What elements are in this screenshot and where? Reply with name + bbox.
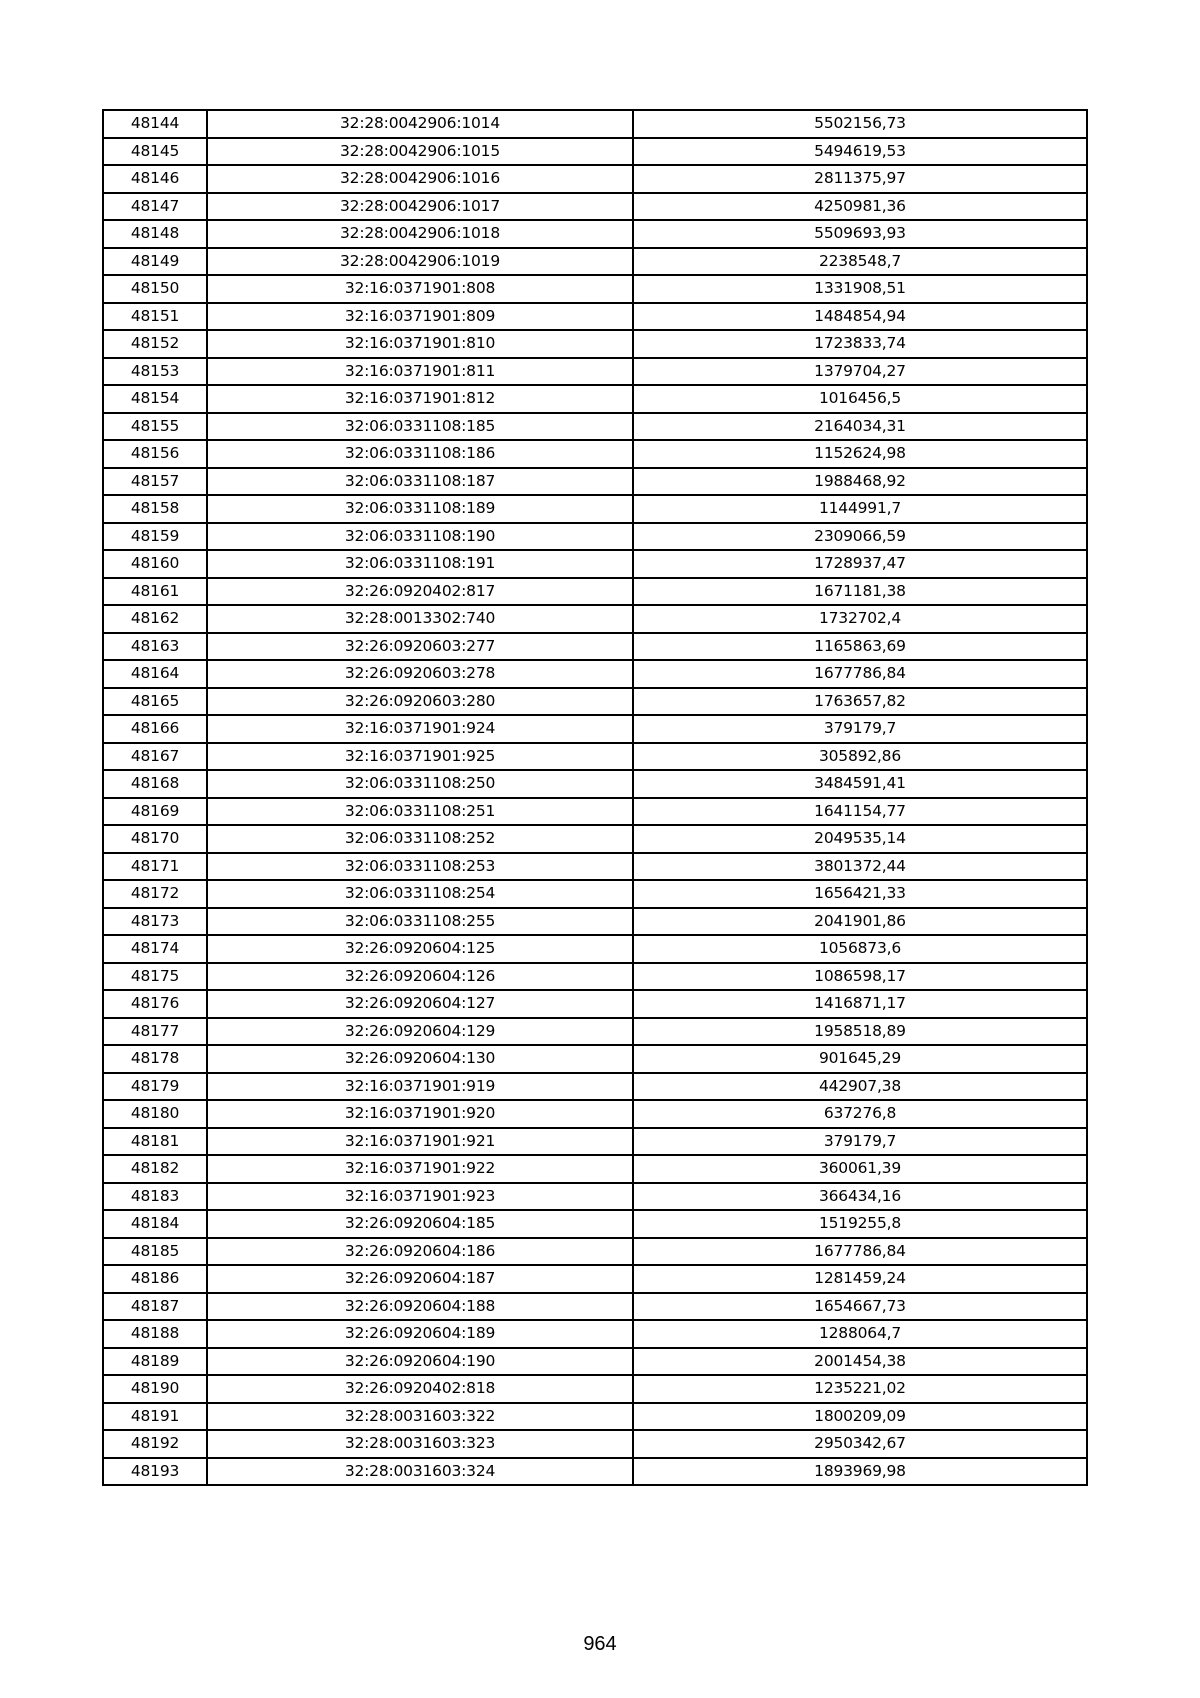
table-row bbox=[103, 1265, 1087, 1293]
row-number-cell: 48186 bbox=[103, 1265, 207, 1293]
value-cell: 1654667,73 bbox=[633, 1293, 1087, 1321]
table-row bbox=[103, 1403, 1087, 1431]
cadastral-number-cell: 32:26:0920402:818 bbox=[207, 1375, 633, 1403]
table-row bbox=[103, 578, 1087, 606]
table-row bbox=[103, 303, 1087, 331]
table-row bbox=[103, 1073, 1087, 1101]
table-row bbox=[103, 248, 1087, 276]
table-row bbox=[103, 963, 1087, 991]
value-cell: 5509693,93 bbox=[633, 220, 1087, 248]
value-cell: 3801372,44 bbox=[633, 853, 1087, 881]
table-row bbox=[103, 990, 1087, 1018]
value-cell: 1723833,74 bbox=[633, 330, 1087, 358]
value-cell: 366434,16 bbox=[633, 1183, 1087, 1211]
cadastral-number-cell: 32:16:0371901:812 bbox=[207, 385, 633, 413]
cadastral-number-cell: 32:26:0920604:189 bbox=[207, 1320, 633, 1348]
table-row bbox=[103, 165, 1087, 193]
value-cell: 1165863,69 bbox=[633, 633, 1087, 661]
table-row bbox=[103, 935, 1087, 963]
value-cell: 1016456,5 bbox=[633, 385, 1087, 413]
row-number-cell: 48157 bbox=[103, 468, 207, 496]
cadastral-number-cell: 32:16:0371901:920 bbox=[207, 1100, 633, 1128]
cadastral-number-cell: 32:06:0331108:186 bbox=[207, 440, 633, 468]
value-cell: 901645,29 bbox=[633, 1045, 1087, 1073]
cadastral-number-cell: 32:16:0371901:921 bbox=[207, 1128, 633, 1156]
value-cell: 1144991,7 bbox=[633, 495, 1087, 523]
value-cell: 1056873,6 bbox=[633, 935, 1087, 963]
row-number-cell: 48164 bbox=[103, 660, 207, 688]
cadastral-number-cell: 32:06:0331108:190 bbox=[207, 523, 633, 551]
row-number-cell: 48189 bbox=[103, 1348, 207, 1376]
row-number-cell: 48148 bbox=[103, 220, 207, 248]
table-row bbox=[103, 358, 1087, 386]
table-row bbox=[103, 880, 1087, 908]
cadastral-number-cell: 32:26:0920603:278 bbox=[207, 660, 633, 688]
cadastral-number-cell: 32:16:0371901:811 bbox=[207, 358, 633, 386]
cadastral-number-cell: 32:28:0042906:1019 bbox=[207, 248, 633, 276]
value-cell: 379179,7 bbox=[633, 1128, 1087, 1156]
cadastral-number-cell: 32:26:0920604:186 bbox=[207, 1238, 633, 1266]
cadastral-number-cell: 32:26:0920402:817 bbox=[207, 578, 633, 606]
value-cell: 1379704,27 bbox=[633, 358, 1087, 386]
value-cell: 1988468,92 bbox=[633, 468, 1087, 496]
value-cell: 2238548,7 bbox=[633, 248, 1087, 276]
cadastral-number-cell: 32:16:0371901:919 bbox=[207, 1073, 633, 1101]
row-number-cell: 48176 bbox=[103, 990, 207, 1018]
cadastral-number-cell: 32:16:0371901:923 bbox=[207, 1183, 633, 1211]
table-row bbox=[103, 688, 1087, 716]
row-number-cell: 48187 bbox=[103, 1293, 207, 1321]
table-row bbox=[103, 330, 1087, 358]
cadastral-number-cell: 32:06:0331108:254 bbox=[207, 880, 633, 908]
cadastral-number-cell: 32:06:0331108:189 bbox=[207, 495, 633, 523]
value-cell: 1484854,94 bbox=[633, 303, 1087, 331]
table-row bbox=[103, 1458, 1087, 1486]
row-number-cell: 48166 bbox=[103, 715, 207, 743]
table-row bbox=[103, 605, 1087, 633]
row-number-cell: 48184 bbox=[103, 1210, 207, 1238]
cadastral-number-cell: 32:16:0371901:924 bbox=[207, 715, 633, 743]
table-row bbox=[103, 1210, 1087, 1238]
value-cell: 1728937,47 bbox=[633, 550, 1087, 578]
table-row bbox=[103, 1183, 1087, 1211]
row-number-cell: 48146 bbox=[103, 165, 207, 193]
row-number-cell: 48145 bbox=[103, 138, 207, 166]
value-cell: 1677786,84 bbox=[633, 660, 1087, 688]
cadastral-number-cell: 32:06:0331108:185 bbox=[207, 413, 633, 441]
cadastral-number-cell: 32:26:0920604:187 bbox=[207, 1265, 633, 1293]
cadastral-number-cell: 32:16:0371901:809 bbox=[207, 303, 633, 331]
row-number-cell: 48175 bbox=[103, 963, 207, 991]
value-cell: 1677786,84 bbox=[633, 1238, 1087, 1266]
table-row bbox=[103, 440, 1087, 468]
table-row bbox=[103, 798, 1087, 826]
row-number-cell: 48161 bbox=[103, 578, 207, 606]
table-row bbox=[103, 550, 1087, 578]
row-number-cell: 48181 bbox=[103, 1128, 207, 1156]
row-number-cell: 48158 bbox=[103, 495, 207, 523]
value-cell: 379179,7 bbox=[633, 715, 1087, 743]
row-number-cell: 48174 bbox=[103, 935, 207, 963]
row-number-cell: 48177 bbox=[103, 1018, 207, 1046]
row-number-cell: 48144 bbox=[103, 110, 207, 138]
cadastral-number-cell: 32:28:0031603:324 bbox=[207, 1458, 633, 1486]
row-number-cell: 48150 bbox=[103, 275, 207, 303]
cadastral-number-cell: 32:26:0920604:185 bbox=[207, 1210, 633, 1238]
row-number-cell: 48192 bbox=[103, 1430, 207, 1458]
row-number-cell: 48188 bbox=[103, 1320, 207, 1348]
value-cell: 1416871,17 bbox=[633, 990, 1087, 1018]
value-cell: 4250981,36 bbox=[633, 193, 1087, 221]
value-cell: 1641154,77 bbox=[633, 798, 1087, 826]
value-cell: 2950342,67 bbox=[633, 1430, 1087, 1458]
table-row bbox=[103, 660, 1087, 688]
value-cell: 2041901,86 bbox=[633, 908, 1087, 936]
row-number-cell: 48180 bbox=[103, 1100, 207, 1128]
table-row bbox=[103, 1155, 1087, 1183]
value-cell: 1656421,33 bbox=[633, 880, 1087, 908]
value-cell: 1800209,09 bbox=[633, 1403, 1087, 1431]
value-cell: 1958518,89 bbox=[633, 1018, 1087, 1046]
value-cell: 1086598,17 bbox=[633, 963, 1087, 991]
value-cell: 1893969,98 bbox=[633, 1458, 1087, 1486]
table-row bbox=[103, 1293, 1087, 1321]
table-row bbox=[103, 715, 1087, 743]
row-number-cell: 48162 bbox=[103, 605, 207, 633]
table-row bbox=[103, 825, 1087, 853]
value-cell: 1288064,7 bbox=[633, 1320, 1087, 1348]
row-number-cell: 48149 bbox=[103, 248, 207, 276]
cadastral-number-cell: 32:28:0042906:1018 bbox=[207, 220, 633, 248]
cadastral-number-cell: 32:06:0331108:253 bbox=[207, 853, 633, 881]
cadastral-number-cell: 32:16:0371901:808 bbox=[207, 275, 633, 303]
table-row bbox=[103, 1128, 1087, 1156]
row-number-cell: 48182 bbox=[103, 1155, 207, 1183]
row-number-cell: 48173 bbox=[103, 908, 207, 936]
row-number-cell: 48185 bbox=[103, 1238, 207, 1266]
row-number-cell: 48170 bbox=[103, 825, 207, 853]
table-row bbox=[103, 1348, 1087, 1376]
cadastral-number-cell: 32:26:0920604:126 bbox=[207, 963, 633, 991]
row-number-cell: 48183 bbox=[103, 1183, 207, 1211]
cadastral-number-cell: 32:16:0371901:925 bbox=[207, 743, 633, 771]
value-cell: 2049535,14 bbox=[633, 825, 1087, 853]
cadastral-number-cell: 32:06:0331108:250 bbox=[207, 770, 633, 798]
value-cell: 442907,38 bbox=[633, 1073, 1087, 1101]
row-number-cell: 48165 bbox=[103, 688, 207, 716]
table-row bbox=[103, 138, 1087, 166]
cadastral-number-cell: 32:28:0042906:1017 bbox=[207, 193, 633, 221]
cadastral-number-cell: 32:26:0920604:129 bbox=[207, 1018, 633, 1046]
row-number-cell: 48156 bbox=[103, 440, 207, 468]
value-cell: 5494619,53 bbox=[633, 138, 1087, 166]
value-cell: 1331908,51 bbox=[633, 275, 1087, 303]
row-number-cell: 48168 bbox=[103, 770, 207, 798]
table-row bbox=[103, 275, 1087, 303]
cadastral-number-cell: 32:06:0331108:252 bbox=[207, 825, 633, 853]
value-cell: 1519255,8 bbox=[633, 1210, 1087, 1238]
value-cell: 5502156,73 bbox=[633, 110, 1087, 138]
table-row bbox=[103, 413, 1087, 441]
row-number-cell: 48153 bbox=[103, 358, 207, 386]
value-cell: 1671181,38 bbox=[633, 578, 1087, 606]
row-number-cell: 48163 bbox=[103, 633, 207, 661]
value-cell: 1152624,98 bbox=[633, 440, 1087, 468]
table-row bbox=[103, 908, 1087, 936]
cadastral-number-cell: 32:28:0042906:1016 bbox=[207, 165, 633, 193]
page-number: 964 bbox=[583, 1633, 617, 1655]
table-row bbox=[103, 1018, 1087, 1046]
row-number-cell: 48169 bbox=[103, 798, 207, 826]
cadastral-number-cell: 32:26:0920603:280 bbox=[207, 688, 633, 716]
cadastral-number-cell: 32:26:0920604:190 bbox=[207, 1348, 633, 1376]
value-cell: 3484591,41 bbox=[633, 770, 1087, 798]
cadastral-number-cell: 32:28:0042906:1014 bbox=[207, 110, 633, 138]
row-number-cell: 48159 bbox=[103, 523, 207, 551]
table-row bbox=[103, 495, 1087, 523]
cadastral-number-cell: 32:26:0920604:188 bbox=[207, 1293, 633, 1321]
cadastral-number-cell: 32:16:0371901:810 bbox=[207, 330, 633, 358]
cadastral-number-cell: 32:16:0371901:922 bbox=[207, 1155, 633, 1183]
table-row bbox=[103, 385, 1087, 413]
cadastral-number-cell: 32:06:0331108:251 bbox=[207, 798, 633, 826]
row-number-cell: 48190 bbox=[103, 1375, 207, 1403]
table-row bbox=[103, 220, 1087, 248]
cadastral-number-cell: 32:26:0920603:277 bbox=[207, 633, 633, 661]
table-row bbox=[103, 770, 1087, 798]
table-row bbox=[103, 1045, 1087, 1073]
row-number-cell: 48179 bbox=[103, 1073, 207, 1101]
table-row bbox=[103, 1238, 1087, 1266]
row-number-cell: 48160 bbox=[103, 550, 207, 578]
table-row bbox=[103, 1320, 1087, 1348]
value-cell: 1235221,02 bbox=[633, 1375, 1087, 1403]
row-number-cell: 48155 bbox=[103, 413, 207, 441]
cadastral-number-cell: 32:28:0031603:323 bbox=[207, 1430, 633, 1458]
row-number-cell: 48178 bbox=[103, 1045, 207, 1073]
cadastral-number-cell: 32:26:0920604:130 bbox=[207, 1045, 633, 1073]
value-cell: 2309066,59 bbox=[633, 523, 1087, 551]
cadastral-number-cell: 32:28:0013302:740 bbox=[207, 605, 633, 633]
cadastral-number-cell: 32:06:0331108:191 bbox=[207, 550, 633, 578]
value-cell: 1732702,4 bbox=[633, 605, 1087, 633]
table-row bbox=[103, 468, 1087, 496]
row-number-cell: 48151 bbox=[103, 303, 207, 331]
value-cell: 1281459,24 bbox=[633, 1265, 1087, 1293]
value-cell: 1763657,82 bbox=[633, 688, 1087, 716]
cadastral-number-cell: 32:26:0920604:125 bbox=[207, 935, 633, 963]
cadastral-number-cell: 32:06:0331108:255 bbox=[207, 908, 633, 936]
data-table bbox=[102, 109, 1088, 1486]
table-row bbox=[103, 1430, 1087, 1458]
cadastral-number-cell: 32:28:0031603:322 bbox=[207, 1403, 633, 1431]
cadastral-number-cell: 32:28:0042906:1015 bbox=[207, 138, 633, 166]
row-number-cell: 48172 bbox=[103, 880, 207, 908]
table-row bbox=[103, 523, 1087, 551]
value-cell: 2001454,38 bbox=[633, 1348, 1087, 1376]
row-number-cell: 48167 bbox=[103, 743, 207, 771]
row-number-cell: 48171 bbox=[103, 853, 207, 881]
value-cell: 305892,86 bbox=[633, 743, 1087, 771]
table-body bbox=[103, 110, 1087, 1485]
row-number-cell: 48191 bbox=[103, 1403, 207, 1431]
cadastral-number-cell: 32:26:0920604:127 bbox=[207, 990, 633, 1018]
table-row bbox=[103, 743, 1087, 771]
row-number-cell: 48152 bbox=[103, 330, 207, 358]
cadastral-number-cell: 32:06:0331108:187 bbox=[207, 468, 633, 496]
table-row bbox=[103, 193, 1087, 221]
value-cell: 2164034,31 bbox=[633, 413, 1087, 441]
table-row bbox=[103, 1375, 1087, 1403]
value-cell: 637276,8 bbox=[633, 1100, 1087, 1128]
table-row bbox=[103, 853, 1087, 881]
row-number-cell: 48147 bbox=[103, 193, 207, 221]
row-number-cell: 48154 bbox=[103, 385, 207, 413]
value-cell: 2811375,97 bbox=[633, 165, 1087, 193]
table-row bbox=[103, 110, 1087, 138]
table-row bbox=[103, 633, 1087, 661]
table-row bbox=[103, 1100, 1087, 1128]
value-cell: 360061,39 bbox=[633, 1155, 1087, 1183]
row-number-cell: 48193 bbox=[103, 1458, 207, 1486]
